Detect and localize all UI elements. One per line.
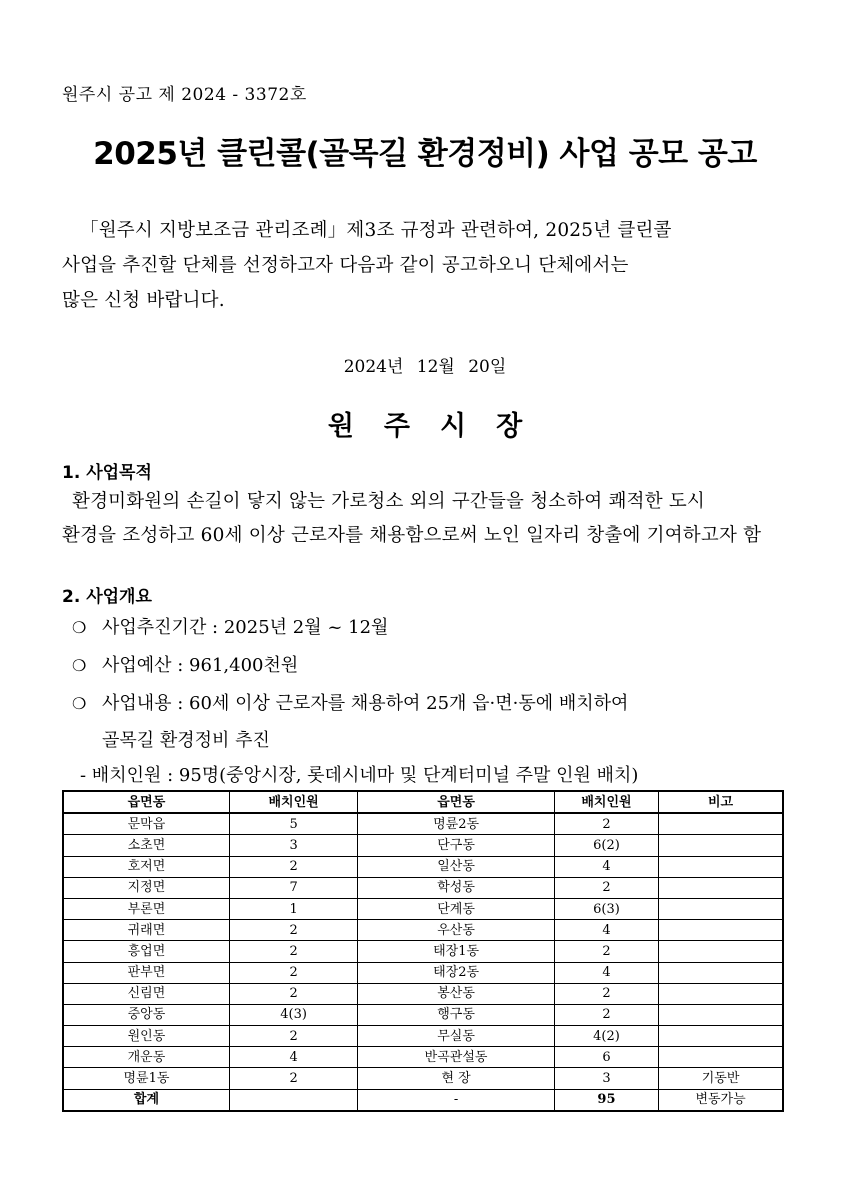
- district-cell: 지정면: [63, 877, 229, 898]
- overview-bullet-budget: [72, 651, 298, 677]
- total-label: 합계: [63, 1089, 229, 1111]
- district-cell: 현 장: [358, 1068, 555, 1089]
- header-staff: 배치인원: [229, 791, 357, 813]
- staff-cell: 2: [229, 856, 357, 877]
- overview-bullet-period: [72, 613, 388, 639]
- staff-cell: 2: [229, 920, 357, 941]
- notice-issuer: 원주시장: [327, 411, 553, 442]
- staff-cell: 95: [554, 1089, 658, 1111]
- district-cell: 단계동: [358, 898, 555, 919]
- table-row: [63, 983, 783, 1004]
- district-cell: 일산동: [358, 856, 555, 877]
- remarks-cell: [659, 920, 783, 941]
- district-cell: 원인동: [63, 1026, 229, 1047]
- remarks-cell: [659, 962, 783, 983]
- remarks-cell: [659, 1004, 783, 1025]
- district-cell: 소초면: [63, 835, 229, 856]
- notice-number: 원주시 공고 제 2024 - 3372호: [62, 85, 307, 105]
- staff-cell: 2: [229, 962, 357, 983]
- staff-cell: 6: [554, 1047, 658, 1068]
- district-cell: -: [358, 1089, 555, 1111]
- intro-line-1: 「원주시 지방보조금 관리조례」제3조 규정과 관련하여, 2025년 클린콜: [80, 220, 672, 241]
- district-cell: 우산동: [358, 920, 555, 941]
- district-cell: 명륜2동: [358, 813, 555, 835]
- district-cell: 부론면: [63, 898, 229, 919]
- header-district: 읍면동: [63, 791, 229, 813]
- staff-cell: 2: [229, 1068, 357, 1089]
- circle-bullet-icon: ❍: [72, 694, 87, 713]
- district-cell: 반곡관설동: [358, 1047, 555, 1068]
- table-row: [63, 1026, 783, 1047]
- staff-cell: 6(2): [554, 835, 658, 856]
- district-cell: 태장2동: [358, 962, 555, 983]
- table-row: [63, 1047, 783, 1068]
- staff-cell: 2: [554, 983, 658, 1004]
- table-row: [63, 877, 783, 898]
- remarks-cell: 기동반: [659, 1068, 783, 1089]
- remarks-cell: [659, 1047, 783, 1068]
- staffing-note: - 배치인원 : 95명(중앙시장, 롯데시네마 및 단계터미널 주말 인원 배치): [80, 765, 639, 786]
- header-remarks: 비고: [659, 791, 783, 813]
- table-row: [63, 962, 783, 983]
- staff-cell: 2: [554, 813, 658, 835]
- table-row: [63, 813, 783, 835]
- staff-cell: 4: [229, 1047, 357, 1068]
- remarks-cell: [659, 813, 783, 835]
- section-1-heading: 1. 사업목적: [62, 463, 152, 483]
- remarks-cell: [659, 856, 783, 877]
- staff-cell: 4: [554, 962, 658, 983]
- remarks-cell: [659, 983, 783, 1004]
- staff-cell: 5: [229, 813, 357, 835]
- section-2-heading: 2. 사업개요: [62, 587, 152, 607]
- district-cell: 명륜1동: [63, 1068, 229, 1089]
- district-cell: 태장1동: [358, 941, 555, 962]
- district-cell: 신림면: [63, 983, 229, 1004]
- district-cell: 무실동: [358, 1026, 555, 1047]
- district-cell: 학성동: [358, 877, 555, 898]
- district-cell: 문막읍: [63, 813, 229, 835]
- district-cell: 판부면: [63, 962, 229, 983]
- staff-cell: 7: [229, 877, 357, 898]
- staff-cell: 4(2): [554, 1026, 658, 1047]
- overview-bullet-content: [72, 689, 628, 715]
- district-cell: 개운동: [63, 1047, 229, 1068]
- table-row: [63, 856, 783, 877]
- table-row: [63, 920, 783, 941]
- staff-cell: 1: [229, 898, 357, 919]
- circle-bullet-icon: ❍: [72, 656, 87, 675]
- section-1-line-1: 환경미화원의 손길이 닿지 않는 가로청소 외의 구간들을 청소하여 쾌적한 도시: [72, 491, 706, 512]
- district-cell: 행구동: [358, 1004, 555, 1025]
- staff-cell: 2: [554, 1004, 658, 1025]
- remarks-cell: [659, 1026, 783, 1047]
- staff-cell: 6(3): [554, 898, 658, 919]
- staff-cell: 2: [229, 1026, 357, 1047]
- notice-title: 2025년 클린콜(골목길 환경정비) 사업 공모 공고: [93, 136, 757, 172]
- header-district: 읍면동: [358, 791, 555, 813]
- remarks-cell: [659, 898, 783, 919]
- table-row: [63, 1004, 783, 1025]
- table-row: [63, 941, 783, 962]
- remarks-cell: 변동가능: [659, 1089, 783, 1111]
- remarks-cell: [659, 877, 783, 898]
- staff-cell: 4(3): [229, 1004, 357, 1025]
- remarks-cell: [659, 835, 783, 856]
- circle-bullet-icon: ❍: [72, 618, 87, 637]
- section-1-line-2: 환경을 조성하고 60세 이상 근로자를 채용함으로써 노인 일자리 창출에 기여하고자 함: [62, 525, 762, 546]
- overview-bullet-text: 사업예산 : 961,400천원: [102, 655, 299, 676]
- district-cell: 중앙동: [63, 1004, 229, 1025]
- overview-bullet-text: 사업내용 : 60세 이상 근로자를 채용하여 25개 읍·면·동에 배치하여: [102, 693, 629, 714]
- staff-cell: 4: [554, 920, 658, 941]
- table-total-row: [63, 1089, 783, 1111]
- staff-cell: 2: [229, 941, 357, 962]
- overview-bullet-text: 사업추진기간 : 2025년 2월 ~ 12월: [102, 617, 389, 638]
- staff-cell: 2: [229, 983, 357, 1004]
- staff-cell: 2: [554, 941, 658, 962]
- district-cell: 호저면: [63, 856, 229, 877]
- header-staff: 배치인원: [554, 791, 658, 813]
- notice-date: 2024년 12월 20일: [343, 357, 507, 377]
- intro-line-3: 많은 신청 바랍니다.: [62, 290, 225, 311]
- staff-cell: 3: [554, 1068, 658, 1089]
- district-cell: 귀래면: [63, 920, 229, 941]
- intro-line-2: 사업을 추진할 단체를 선정하고자 다음과 같이 공고하오니 단체에서는: [62, 255, 629, 276]
- district-cell: 봉산동: [358, 983, 555, 1004]
- staff-cell: 2: [554, 877, 658, 898]
- table-row: [63, 1068, 783, 1089]
- district-cell: 단구동: [358, 835, 555, 856]
- table-row: [63, 835, 783, 856]
- staffing-table: [62, 790, 784, 1112]
- remarks-cell: [659, 941, 783, 962]
- district-cell: 흥업면: [63, 941, 229, 962]
- staff-cell: 4: [554, 856, 658, 877]
- staff-cell: 3: [229, 835, 357, 856]
- staff-cell: [229, 1089, 357, 1111]
- overview-bullet-continuation: 골목길 환경정비 추진: [102, 730, 270, 751]
- table-row: [63, 898, 783, 919]
